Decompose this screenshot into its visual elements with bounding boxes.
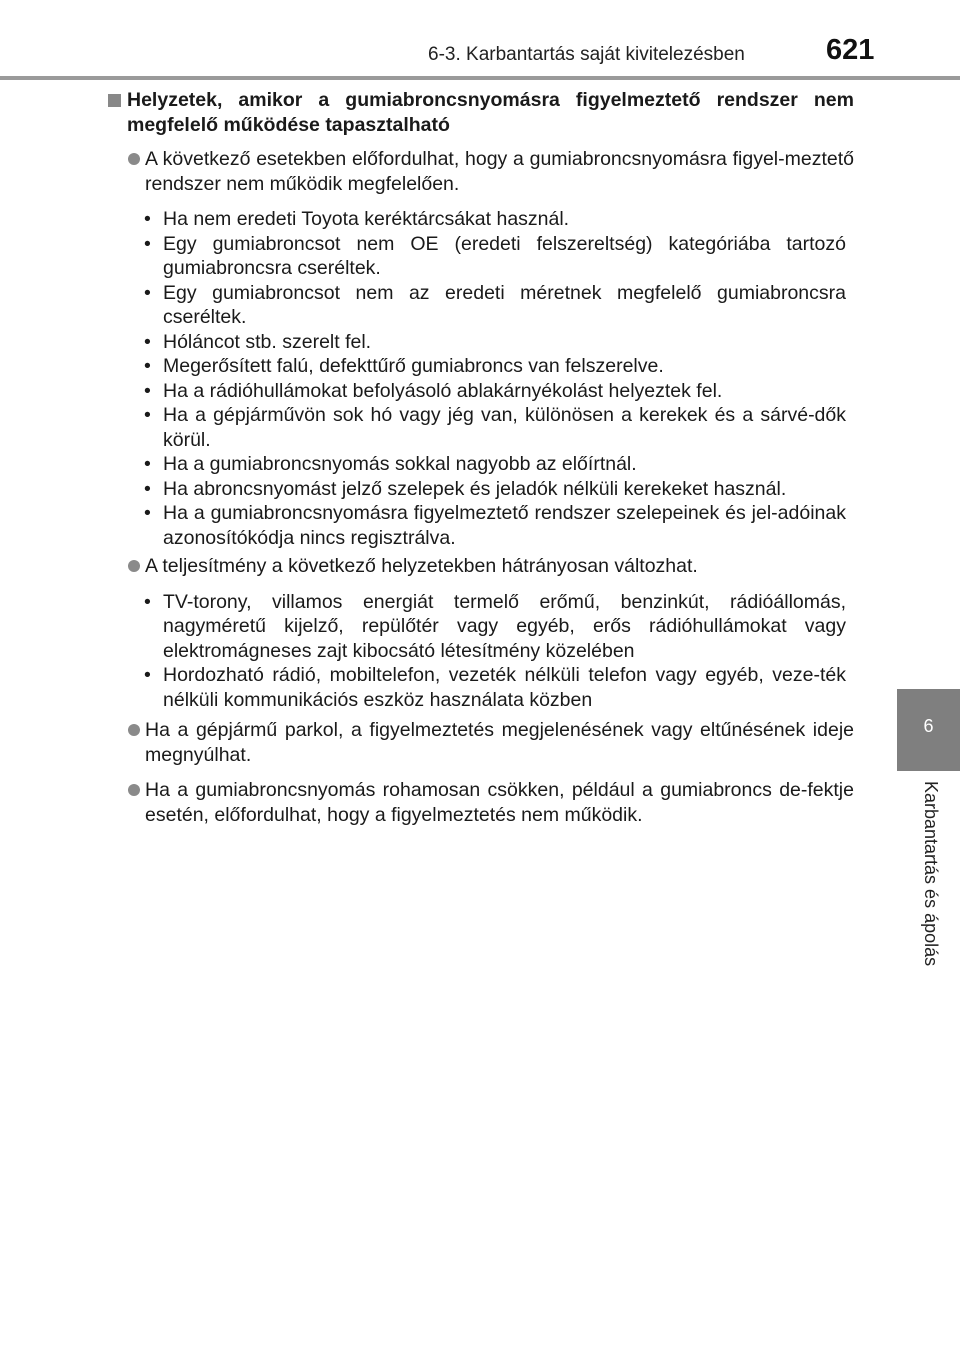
bullet-list (108, 207, 854, 550)
point-text: Ha a gumiabroncsnyomás rohamosan csökken, például a gumiabroncs de-fektje esetén, előfordulhat, hogy a figyelmeztetés nem működik. (145, 779, 854, 826)
section-heading-text: Helyzetek, amikor a gumiabroncsnyomásra figyelmeztető rendszer nem megfelelő működése tapasztalható (127, 89, 854, 136)
list-item-text: Ha a gépjárművön sok hó vagy jég van, különösen a kerekek és a sárvé-dők körül. (163, 404, 846, 451)
list-item-text: Ha a gumiabroncsnyomás sokkal nagyobb az előírtnál. (163, 453, 637, 475)
dot-icon: • (144, 590, 151, 613)
dot-icon: • (144, 281, 151, 304)
point-text: A teljesítmény a következő helyzetekben hátrányosan változhat. (145, 555, 698, 577)
dot-icon: • (144, 355, 151, 377)
chapter-side-label: Karbantartás és ápolás (921, 781, 941, 967)
list-item (144, 281, 846, 330)
list-item-text: Hóláncot stb. szerelt fel. (163, 330, 372, 353)
dot-icon: • (144, 208, 151, 230)
point-item (108, 147, 854, 196)
section-heading (108, 88, 854, 137)
dot-icon: • (144, 232, 151, 255)
running-header-title: 6-3. Karbantartás saját kivitelezésben (428, 44, 745, 65)
circle-bullet-icon (128, 153, 140, 165)
list-item (144, 232, 846, 281)
list-item-text: TV-torony, villamos energiát termelő erőmű, benzinkút, rádióállomás, nagyméretű kijelző, repülőtér vagy egyéb, erős rádióhullámokat vagy elektromágneses zajt kibocsátó létesítmény közelében (163, 590, 846, 662)
page-content (108, 88, 854, 838)
dot-icon: • (144, 379, 151, 402)
list-item (144, 207, 846, 232)
list-item-text: Megerősített falú, defekttűrő gumiabroncs van felszerelve. (163, 355, 664, 377)
list-item (144, 501, 846, 550)
page-number: 621 (826, 34, 875, 66)
point-item (108, 778, 854, 827)
point-item (108, 718, 854, 767)
list-item (144, 330, 846, 355)
circle-bullet-icon (128, 560, 140, 572)
list-item (144, 379, 846, 404)
circle-bullet-icon (128, 784, 140, 796)
list-item (144, 452, 846, 477)
chapter-tab-number: 6 (923, 716, 934, 736)
point-item (108, 554, 854, 579)
dot-icon: • (144, 404, 151, 426)
point-text: Ha a gépjármű parkol, a figyelmeztetés megjelenésének vagy eltűnésének ideje megnyúlhat. (145, 719, 854, 766)
list-item-text: Ha nem eredeti Toyota keréktárcsákat használ. (163, 208, 570, 230)
dot-icon: • (144, 502, 151, 524)
bullet-list (108, 590, 854, 713)
header-divider (0, 76, 960, 80)
circle-bullet-icon (128, 724, 140, 736)
list-item-text: Egy gumiabroncsot nem az eredeti méretnek megfelelő gumiabroncsra cseréltek. (163, 281, 846, 328)
list-item-text: Egy gumiabroncsot nem OE (eredeti felszereltség) kategóriába tartozó gumiabroncsra cseréltek. (163, 232, 846, 279)
list-item (144, 477, 846, 502)
dot-icon: • (144, 664, 151, 686)
list-item-text: Ha abroncsnyomást jelző szelepek és jeladók nélküli kerekeket használ. (163, 477, 787, 500)
list-item (144, 663, 846, 712)
list-item (144, 590, 846, 664)
dot-icon: • (144, 477, 151, 500)
dot-icon: • (144, 453, 151, 475)
list-item-text: Hordozható rádió, mobiltelefon, vezeték nélküli telefon vagy egyéb, veze-ték nélküli kommunikációs eszköz használata közben (163, 664, 846, 711)
list-item (144, 354, 846, 379)
chapter-tab (897, 689, 960, 771)
point-text: A következő esetekben előfordulhat, hogy a gumiabroncsnyomásra figyel-meztető rendszer nem működik megfelelően. (145, 148, 854, 195)
square-bullet-icon (108, 94, 121, 107)
list-item (144, 403, 846, 452)
list-item-text: Ha a gumiabroncsnyomásra figyelmeztető rendszer szelepeinek és jel-adóinak azonosítókódja nincs regisztrálva. (163, 502, 846, 549)
dot-icon: • (144, 330, 151, 353)
list-item-text: Ha a rádióhullámokat befolyásoló ablakárnyékolást helyeztek fel. (163, 379, 723, 402)
